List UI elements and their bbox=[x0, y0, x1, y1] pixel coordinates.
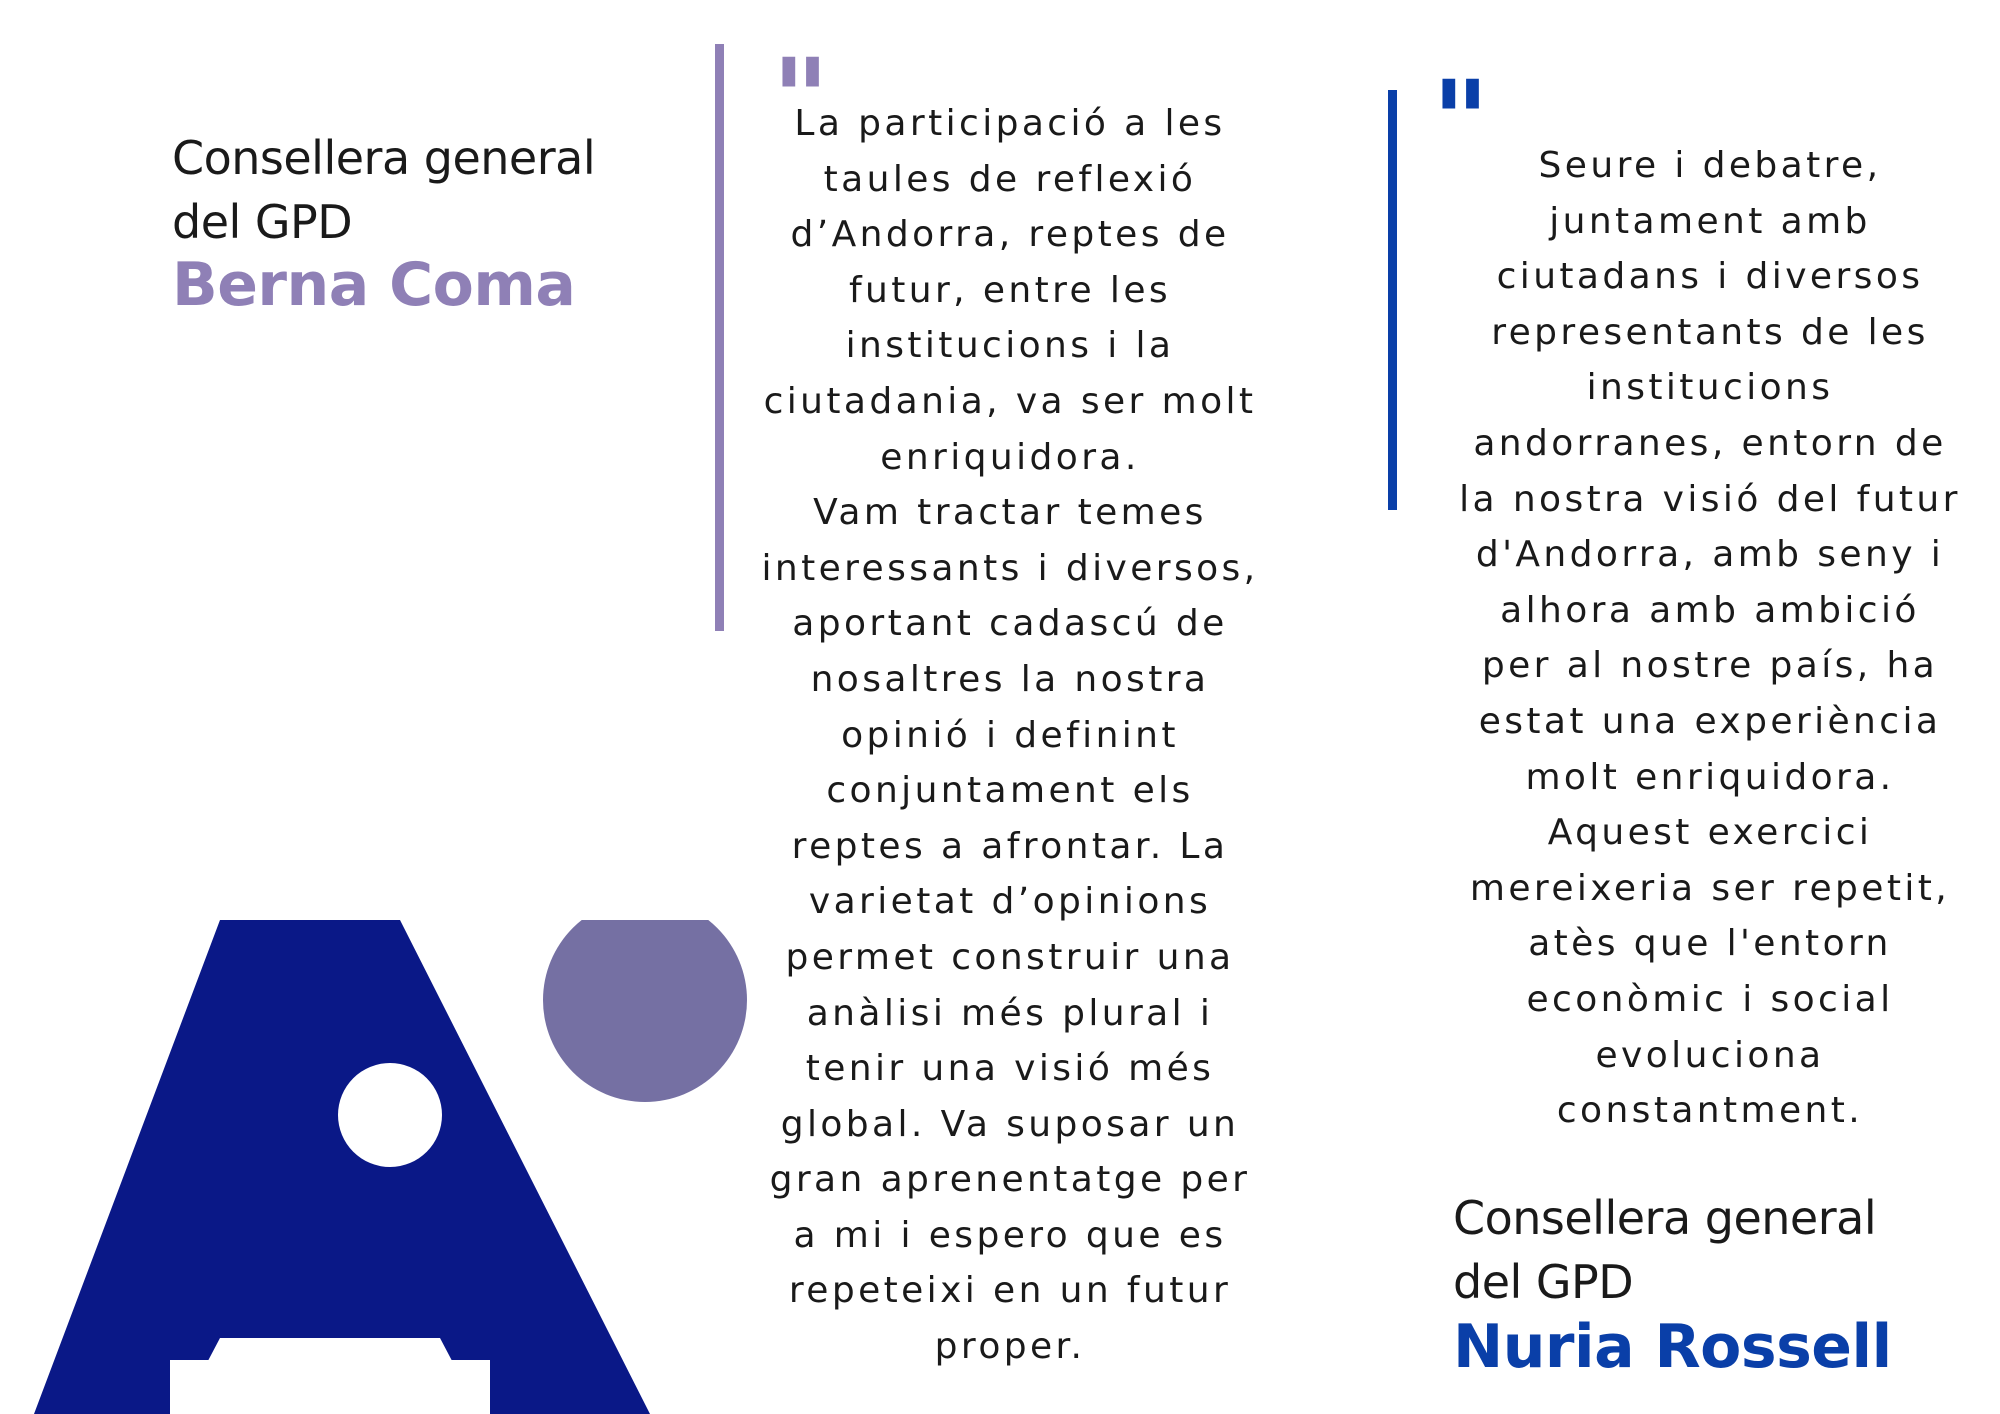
quote-mark-right: " bbox=[1432, 57, 1490, 185]
quote-text-left: La participació a les taules de reflexió d’Andorra, reptes de futur, entre les institucions i la ciutadania, va ser molt enriquidora. Vam tractar temes interessants i diversos, aportant cadascú de nosaltres la nostra opinió i definint conjuntament els reptes a afrontar. La varietat d’opinions permet construir una anàlisi més plural i tenir una visió més global. Va suposar un gran aprenentatge per a mi i espero que es repeteixi en un futur proper. bbox=[761, 103, 1259, 1368]
gpd-logo bbox=[0, 920, 760, 1414]
quote-bar-right bbox=[1388, 90, 1397, 510]
logo-counter bbox=[170, 1360, 490, 1414]
quote-text-right: Seure i debatre, juntament amb ciutadans i diversos representants de les institucions andorranes, entorn de la nostra visió del futur d'Andorra, amb seny i alhora amb ambició per al nostre país, ha estat una experiència molt enriquidora. Aquest exercici mereixeria ser repetit, atès que l'entorn econòmic i social evoluciona constantment. bbox=[1459, 145, 1961, 1132]
quote-mark-left: " bbox=[772, 35, 830, 163]
quote-bar-left bbox=[715, 44, 724, 631]
logo-circle bbox=[543, 920, 747, 1102]
logo-dot bbox=[338, 1063, 442, 1167]
logo-graphic bbox=[0, 920, 760, 1414]
left-role-title: Consellera general del GPD bbox=[172, 131, 596, 249]
right-person-name: Nuria Rossell bbox=[1453, 1312, 1892, 1382]
right-role-title: Consellera general del GPD bbox=[1453, 1191, 1877, 1309]
left-person-name: Berna Coma bbox=[172, 250, 576, 320]
